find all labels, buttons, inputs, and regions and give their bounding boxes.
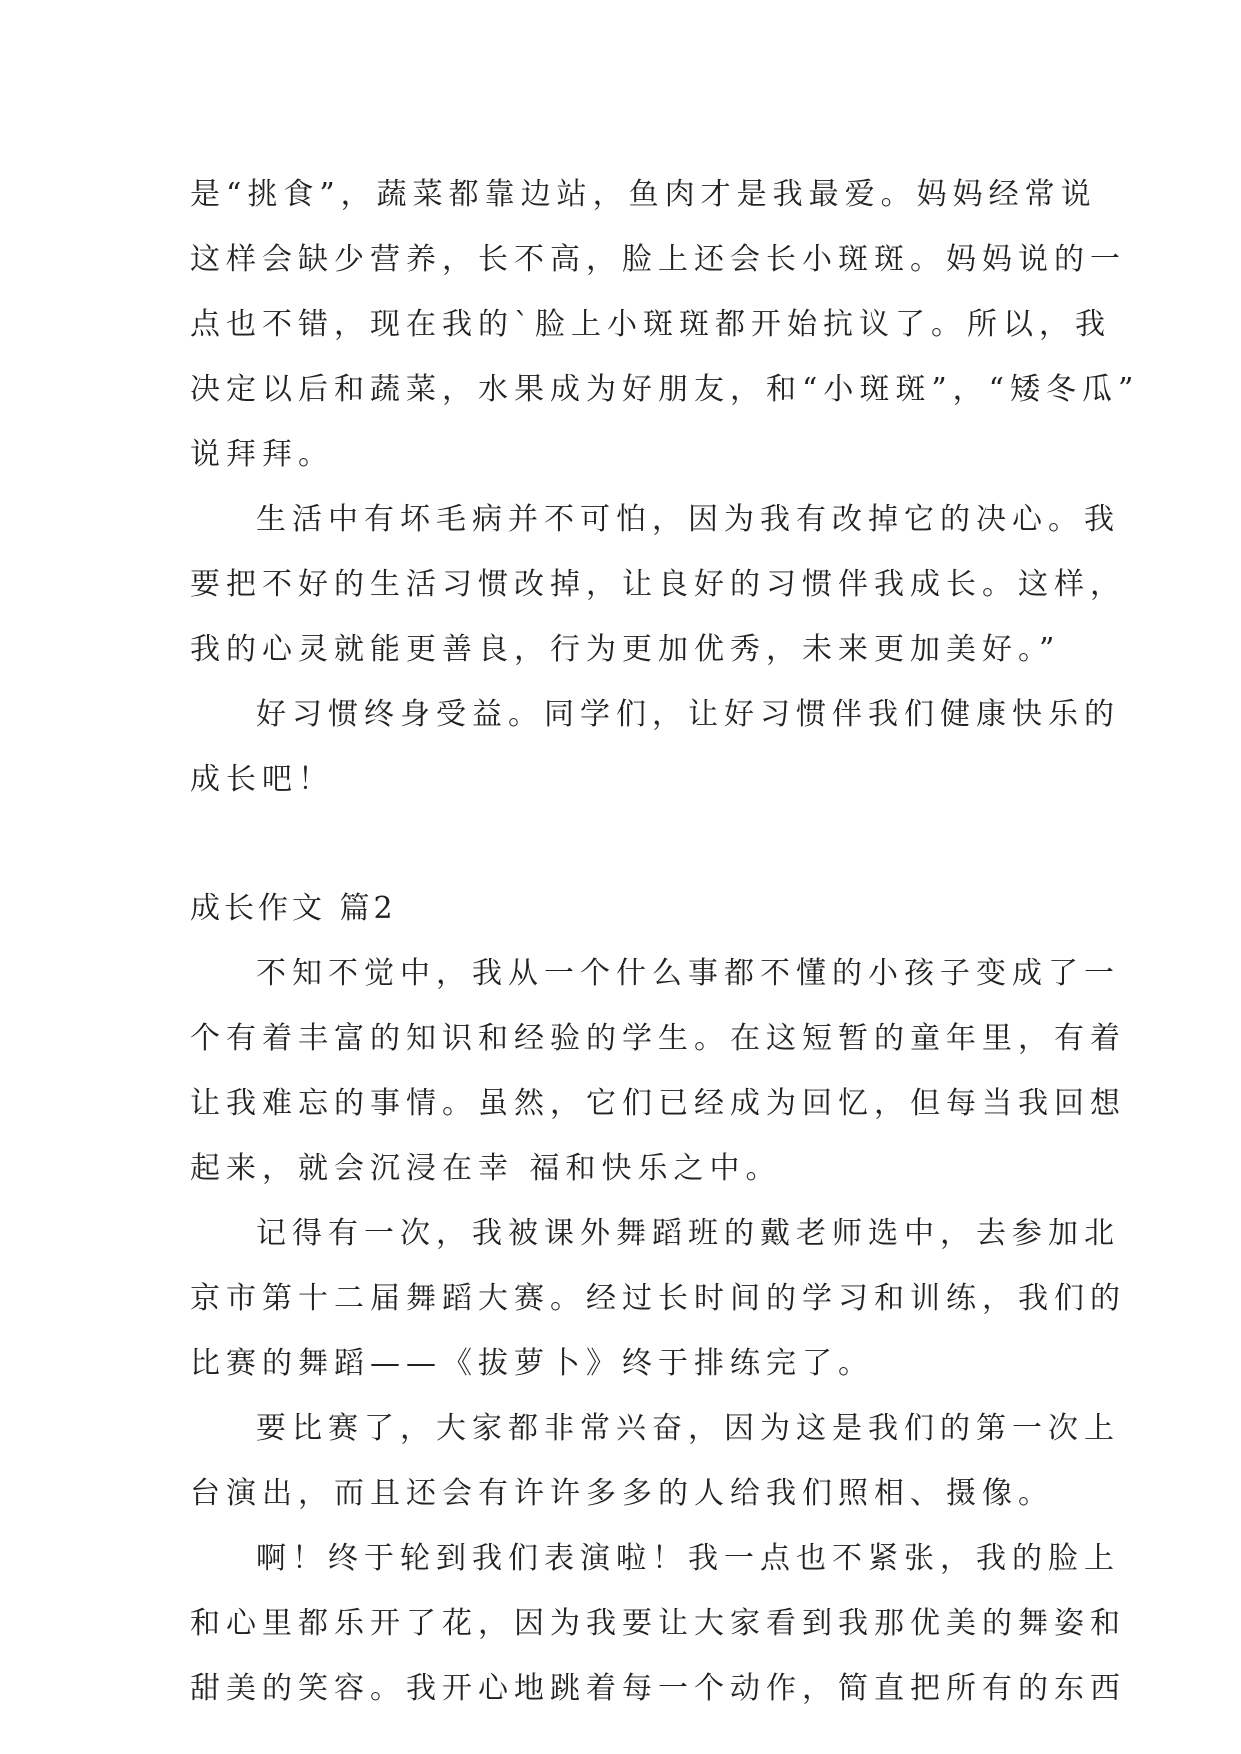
- text-line: 这样会缺少营养，长不高，脸上还会长小斑斑。妈妈说的一: [190, 242, 1126, 277]
- paragraph: [190, 1201, 1126, 1396]
- text-line: 要把不好的生活习惯改掉，让良好的习惯伴我成长。这样，: [190, 567, 1126, 602]
- paragraph-spacer: [190, 812, 1070, 876]
- text-line: 决定以后和蔬菜，水果成为好朋友，和“小斑斑”，“矮冬瓜”: [190, 372, 1140, 407]
- text-line: 甜美的笑容。我开心地跳着每一个动作，简直把所有的东西: [190, 1671, 1126, 1706]
- text-line: 说拜拜。: [190, 437, 334, 472]
- paragraph: [190, 162, 1140, 487]
- paragraph: [190, 1526, 1126, 1721]
- text-line: 啊！终于轮到我们表演啦！我一点也不紧张，我的脸上: [256, 1541, 1120, 1576]
- paragraph: [190, 1396, 1120, 1526]
- text-line: 是“挑食”，蔬菜都靠边站，鱼肉才是我最爱。妈妈经常说: [190, 177, 1097, 212]
- document-body: [190, 162, 1140, 1721]
- text-line: 不知不觉中，我从一个什么事都不懂的小孩子变成了一: [256, 956, 1120, 991]
- text-line: 比赛的舞蹈——《拔萝卜》终于排练完了。: [190, 1346, 874, 1381]
- text-line: 京市第十二届舞蹈大赛。经过长时间的学习和训练，我们的: [190, 1281, 1126, 1316]
- paragraph: [190, 682, 1120, 812]
- text-line: 个有着丰富的知识和经验的学生。在这短暂的童年里，有着: [190, 1021, 1126, 1056]
- text-line: 和心里都乐开了花，因为我要让大家看到我那优美的舞姿和: [190, 1606, 1126, 1641]
- text-line: 让我难忘的事情。虽然，它们已经成为回忆，但每当我回想: [190, 1086, 1126, 1121]
- text-line: 要比赛了，大家都非常兴奋，因为这是我们的第一次上: [256, 1411, 1120, 1446]
- text-line: 台演出，而且还会有许许多多的人给我们照相、摄像。: [190, 1476, 1054, 1511]
- section-title: 成长作文 篇2: [190, 891, 397, 926]
- text-line: 记得有一次，我被课外舞蹈班的戴老师选中，去参加北: [256, 1216, 1120, 1251]
- text-line: 点也不错，现在我的`脸上小斑斑都开始抗议了。所以，我: [190, 307, 1111, 342]
- text-line: 我的心灵就能更善良，行为更加优秀，未来更加美好。”: [190, 632, 1061, 667]
- text-line: 成长吧！: [190, 762, 334, 797]
- text-line: 好习惯终身受益。同学们，让好习惯伴我们健康快乐的: [256, 697, 1120, 732]
- paragraph: [190, 941, 1126, 1201]
- text-line: 起来，就会沉浸在幸 福和快乐之中。: [190, 1151, 782, 1186]
- paragraph: [190, 487, 1126, 682]
- text-line: 生活中有坏毛病并不可怕，因为我有改掉它的决心。我: [256, 502, 1120, 537]
